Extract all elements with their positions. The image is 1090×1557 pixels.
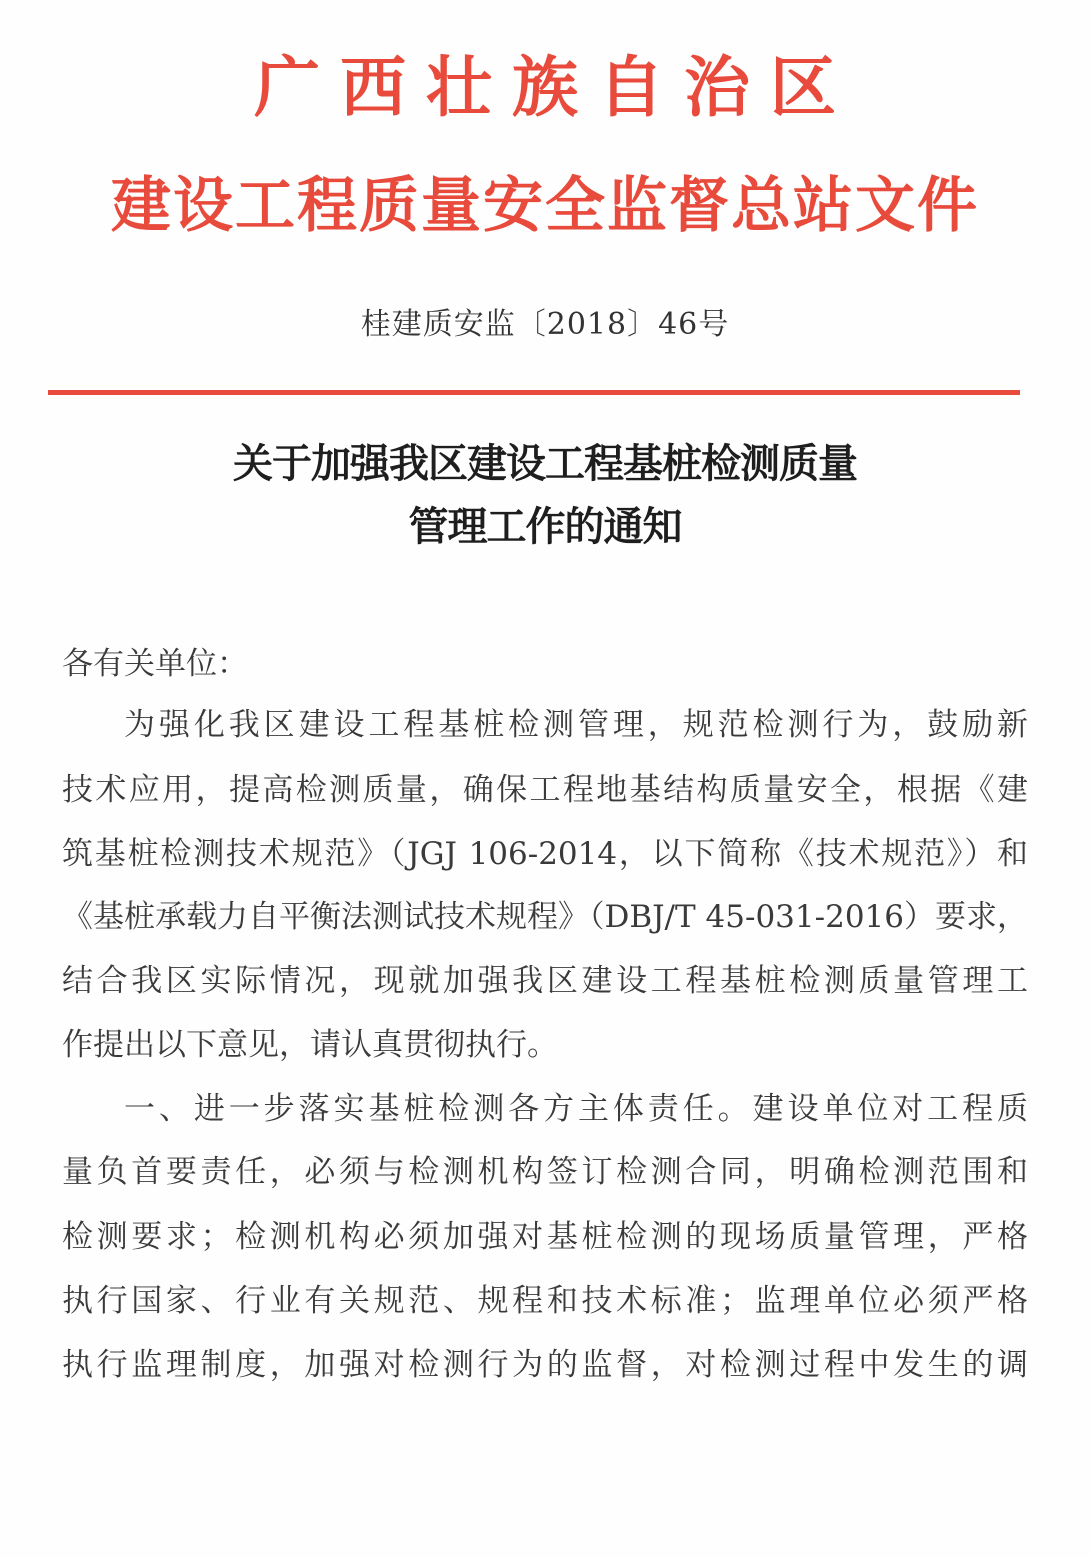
issuer-title-line-2: 建设工程质量安全监督总站文件 [111,171,979,241]
body-line-1: 为强化我区建设工程基桩检测管理，规范检测行为，鼓励新 [124,707,1028,743]
body-line-7: 一、进一步落实基桩检测各方主体责任。建设单位对工程质 [124,1091,1028,1127]
body-line-9: 检测要求；检测机构必须加强对基桩检测的现场质量管理，严格 [62,1219,1028,1255]
notice-title-line-1: 关于加强我区建设工程基桩检测质量 [233,440,857,487]
notice-title-line-2: 管理工作的通知 [408,503,682,550]
body-line-11: 执行监理制度，加强对检测行为的监督，对检测过程中发生的调 [62,1347,1028,1383]
body-line-5: 结合我区实际情况，现就加强我区建设工程基桩检测质量管理工 [62,963,1028,999]
body-line-6: 作提出以下意见，请认真贯彻执行。 [62,1027,558,1063]
salutation: 各有关单位： [62,646,248,682]
body-line-4: 《基桩承载力自平衡法测试技术规程》（DBJ/T 45-031-2016）要求， [62,899,1028,935]
body-line-2: 技术应用，提高检测质量，确保工程地基结构质量安全，根据《建 [62,772,1028,808]
document-number: 桂建质安监〔2018〕46号 [360,307,730,342]
body-line-10: 执行国家、行业有关规范、规程和技术标准；监理单位必须严格 [62,1283,1028,1319]
red-divider-rule [48,390,1020,395]
body-line-8: 量负首要责任，必须与检测机构签订检测合同，明确检测范围和 [62,1154,1028,1190]
issuer-title-line-1: 广西壮族自治区 [254,49,856,126]
body-line-3: 筑基桩检测技术规范》（JGJ 106-2014，以下简称《技术规范》）和 [62,836,1028,872]
